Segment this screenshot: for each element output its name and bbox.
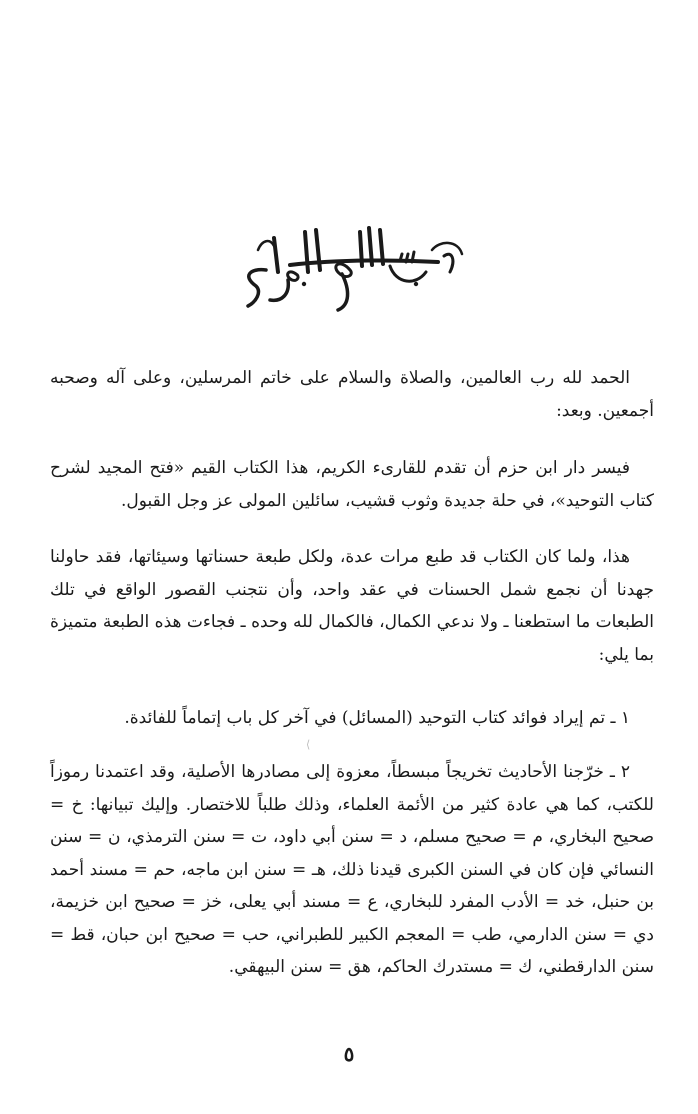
paragraph-text: فيسر دار ابن حزم أن تقدم للقارىء الكريم، هذا الكتاب القيم «فتح المجيد لشرح كتاب التوحيد»، في حلة جديدة وثوب قشيب، سائلين المولى عز وجل القبول.: [50, 458, 654, 511]
paragraph-text: ٢ ـ خرّجنا الأحاديث تخريجاً مبسطاً، معزوة إلى مصادرها الأصلية، وقد اعتمدنا رموزاً للكتب، كما هي عادة كثير من الأئمة العلماء، وذلك طلباً للاختصار. وإليك تبيانها: خ = صحيح البخاري، م = صحيح مسلم، د = سنن أبي داود، ت = سنن الترمذي، ن = سنن النسائي فإن كان في السنن الكبرى قيدنا ذلك، هـ = سنن ابن ماجه، حم = مسند أحمد بن حنبل، خد = الأدب المفرد للبخاري، ع = مسند أبي يعلى، خز = صحيح ابن خزيمة، دي = سنن الدارمي، طب = المعجم الكبير للطبراني، حب = صحيح ابن حبان، قط = سنن الدارقطني، ك = مستدرك الحاكم، هق = سنن البيهقي.: [50, 762, 654, 977]
paragraph-text: ١ ـ تم إيراد فوائد كتاب التوحيد (المسائل) في آخر كل باب إتماماً للفائدة.: [124, 708, 630, 728]
list-item-1: [50, 702, 654, 735]
basmala-logo: [200, 210, 500, 320]
paragraph-text: هذا، ولما كان الكتاب قد طبع مرات عدة، ولكل طبعة حسناتها وسيئاتها، فقد حاولنا جهدنا أن نجمع شمل الحسنات في عقد واحد، وأن نتجنب القصور الواقع في تلك الطبعات ما استطعنا ـ ولا ندعي الكمال، فالكمال لله وحده ـ فجاءت هذه الطبعة متميزة بما يلي:: [50, 547, 654, 665]
list-item-2: [50, 756, 654, 984]
paragraph-editions: [50, 541, 654, 671]
paragraph-publisher: [50, 452, 654, 517]
scan-mark: ⟨: [306, 738, 311, 751]
basmala-calligraphy: [200, 210, 500, 320]
paragraph-text: الحمد لله رب العالمين، والصلاة والسلام على خاتم المرسلين، وعلى آله وصحبه أجمعين. وبعد:: [50, 368, 654, 421]
page-number: ٥: [343, 1042, 355, 1066]
paragraph-intro: [50, 362, 654, 427]
